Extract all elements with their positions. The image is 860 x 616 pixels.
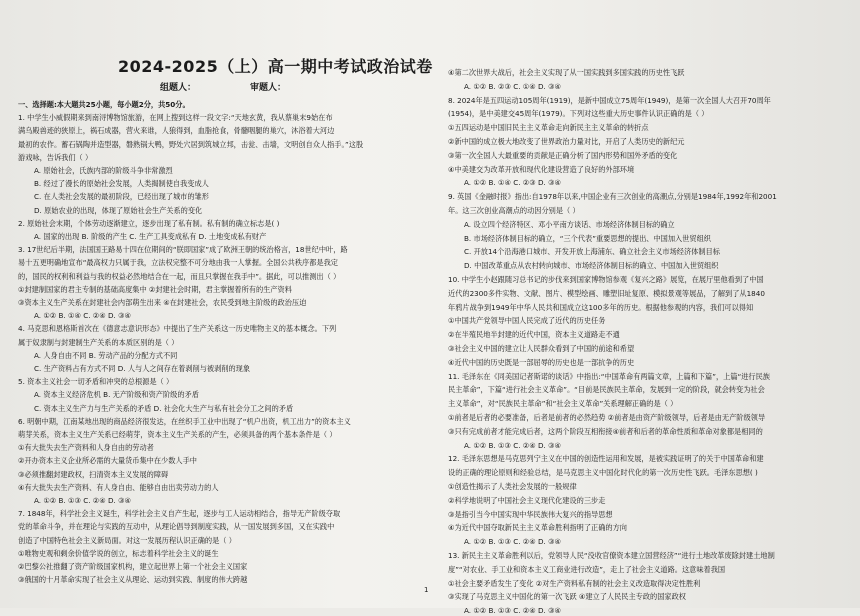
right-text-line: ③实现了马克思主义中国化的第一次飞跃 ④建立了人民民主专政的国家政权 [448,592,686,602]
right-text-line: 10. 中学生小赵跟随习总书记的步伐来到国家博物馆参观《复兴之路》展览，在展厅里他看到了中国 [448,275,764,284]
left-text-line: 1. 中学生小威假期来到南浔博物馆旅游，在网上搜到这样一段文字:“天地玄黄，我从蔡巢末9始在布 [18,113,333,123]
right-text-line: ④第二次世界大战后，社会主义实现了从一国实践到多国实践的历史性飞跃 [448,68,685,77]
right-text-line: A. ①② B. ②③ C. ①④ D. ③④ [464,81,561,91]
left-text-line: 的，国民的权利和利益与我的权益必然地结合在一起，而且只掌握在我手中”。据此，可以推测出（ ） [18,271,341,281]
left-column [10,0,433,608]
right-text-line: ③是指引当今中国实现中华民族伟大复兴的指导思想 [448,509,613,519]
left-text-line: ③资本主义生产关系在封建社会内部萌生出来 ④在封建社会，农民受到地主阶级的政治压迫 [18,298,307,307]
left-text-line: A. 人身自由不同 B. 劳动产品的分配方式不同 [34,350,178,360]
right-text-line: B. 市场经济体制目标的确立，“三个代表”重要思想的提出、中国加入世贸组织 [464,233,711,243]
right-text-line: ④中美建交为改革开放和现代化建设营造了良好的外部环境 [448,164,635,174]
right-text-line: 近代的2300多件实物、文献、图片、模型绘画、雕塑旧址复原、模拟景观等展品，了解到了从1840 [448,288,765,298]
right-text-line: ①创造性揭示了人类社会发展的一般规律 [448,482,577,491]
left-text-line: A. ①② B. ①③ C. ②④ D. ③④ [34,496,131,505]
right-text-line: ③社会主义中国的建立让人民群众看到了中国的前途和希望 [448,344,635,353]
left-text-line: B. 经过了漫长的原始社会发展，人类揭制使自我变成人 [34,179,209,189]
left-text-line: 易十五更明确地宣布“最高权力只属于我，立法权完整不可分地由我一人掌握。全国公共秩序都是我定 [18,258,338,268]
right-text-line: ③只有完成前者才能完成后者，这两个阶段互相衔接④前者和后者的革命性质和革命对象都是相同的 [448,426,763,436]
right-text-line: C. 开放14个沿海港口城市、开发开放上海浦东、确立社会主义市场经济体制目标 [464,247,720,257]
right-text-line: 度”“对农业、手工业和资本主义工商业进行改造”，走上了社会主义道路。这意味着我国 [448,564,726,574]
right-text-line: ④近代中国的历史既是一部屈辱的历史也是一部抗争的历史 [448,357,635,367]
right-text-line: 年。这三次创业高潮点的动因分别是（ ） [448,206,580,215]
left-text-line: 最初的农作。蓄石锅陶并造型器，磐熟锅大鸭，野处穴居到筑城立邦，击瓮、击墙，文明创自众人指手。”这股 [18,139,364,149]
left-text-line: ③俄国的十月革命实现了社会主义从理论、运动到实践、制度的伟大跨越 [18,575,248,585]
left-text-line: ②开办资本主义企业所必需的大量货币集中在少数人手中 [18,456,197,466]
right-text-line: A. 设立四个经济特区、邓小平南方谈话、市场经济体制目标的确立 [464,219,675,229]
left-text-line: ③必须推翻封建政权，扫清资本主义发展的障碍 [18,469,169,479]
left-text-line: C. 生产资料占有方式不同 D. 人与人之间存在着剥削与被剥削的现象 [34,364,251,373]
right-text-line: ③第一次全国人大最重要的贡献是正确分析了国内形势和国外矛盾的变化 [448,150,678,160]
right-text-line: A. ①② B. ①④ C. ②③ D. ③④ [464,178,561,188]
left-text-line: A. 国家的出现 B. 阶级的产生 C. 生产工具变成私有 D. 土地变成私有财产 [34,232,267,241]
right-text-line: D. 中国改革重点从农村转向城市、市场经济体制目标的确立、中国加入世贸组织 [464,261,719,271]
left-text-line: ①唯物史观和剩余价值学说的创立，标志着科学社会主义的诞生 [18,548,219,558]
right-text-line: ②在半殖民地半封建的近代中国，资本主义道路走不通 [448,330,620,340]
left-text-line: 党的革命斗争，并在理论与实践的互动中，从理论倡导到制度实践，从一国发展到多国，又在实践中 [18,522,335,532]
left-text-line: 7. 1848年，科学社会主义诞生，科学社会主义自产生起，逐步与工人运动相结合，指导无产阶级夺取 [18,509,341,519]
left-text-line: 满乌殿兽迹的狭原上，祸石成器，营火来谁，人狼得到，血脂抢食，骨髓咽腿的巢穴，沐浴着大河边 [18,126,335,136]
left-text-line: C. 资本主义生产力与生产关系的矛盾 D. 社会化大生产与私有社会分工之间的矛盾 [34,403,294,413]
left-text-line: ④有大批失去生产资料、有人身自由、能够自由出卖劳动力的人 [18,482,219,492]
right-text-line: ①社会主要矛盾发生了变化 ②对生产资料私有制的社会主义改造取得决定性胜利 [448,578,701,588]
left-text-line: C. 在人类社会发展的最初阶段，已经出现了城市的雏形 [34,192,209,202]
right-text-line: 8. 2024年是五四运动105周年(1919)，是新中国成立75周年(1949)，是第一次全国人大召开70周年 [448,95,771,105]
right-text-line: 设的正确的理论原则和经验总结，是马克思主义中国化时代化的第一次历史性飞跃。毛泽东思想( ) [448,468,758,478]
right-text-line: 年鸦片战争到1949年中华人民共和国成立这100多年的历史。根据他参观的内容，我们可以得知 [448,302,754,312]
page-number: 1 [424,586,429,594]
left-text-line: 5. 资本主义社会一切矛盾和冲突的总根源是（ ） [18,377,174,387]
left-text-line: D. 原始农业的出现，体现了原始社会生产关系的变化 [34,205,203,215]
setter-label: 组题人： [160,83,197,93]
right-column [440,0,850,616]
right-text-line: (1954)，是中美建交45周年(1979)。下列对这些重大历史事件认识正确的是（ ） [448,109,709,119]
right-text-line: ④为近代中国夺取新民主主义革命胜利指明了正确的方向 [448,523,627,533]
left-text-line: ①有大批失去生产资料和人身自由的劳动者 [18,443,154,453]
right-text-line: ①五四运动是中国旧民主主义革命走向新民主主义革命的转折点 [448,123,649,133]
right-text-line: 主义革命”，对“民族民主革命”和“社会主义革命”关系理解正确的是（ ） [448,399,678,409]
left-text-line: 萌芽关系，资本主义生产关系已经萌芽，资本主义生产关系的产生，必须具备的两个基本条件是（ ） [18,430,337,439]
left-text-line: ②巴黎公社推翻了资产阶级国家机构，建立起世界上第一个社会主义国家 [18,562,248,571]
left-text-line: 创造了中国特色社会主义新局面。对这一发展历程认识正确的是（ ） [18,535,236,545]
left-text-line: 2. 原始社会末期，个体劳动逐渐建立，逐步出现了私有制。私有制的确立标志是( ) [18,218,280,228]
right-text-line: ①前者是后者的必要准备，后者是前者的必然趋势 ②前者是由资产阶级领导，后者是由无产阶级领导 [448,413,766,422]
left-text-line: 属于奴隶制与封建制生产关系的本质区别的是（ ） [18,337,179,347]
right-text-line: A. ①② B. ①③ C. ②④ D. ③④ [464,606,561,616]
right-text-line: 9. 英国《金融时报》指出:自1978年以来,中国企业有三次创业的高潮点,分别是1984年,1992年和2001 [448,192,777,202]
left-text-line: 3. 17世纪后半期，法国国王路易十四在位期间的“朕即国家”成了欧洲王朝的统治格言，18世纪中叶，路 [18,245,348,255]
left-text-line: A. ①② B. ①④ C. ②④ D. ③④ [34,311,131,321]
right-text-line: ①中国共产党领导中国人民完成了近代的历史任务 [448,316,606,326]
right-text-line: 12. 毛泽东思想是马克思列宁主义在中国的创造性运用和发展，是被实践证明了的关于中国革命和建 [448,454,764,464]
exam-title: 2024-2025（上）高一期中考试政治试卷 [118,57,433,76]
right-text-line: 13. 新民主主义革命胜利以后，党领导人民“没收官僚资本建立国营经济”“进行土地改革废除封建土地制 [448,551,775,560]
left-text-line: 6. 明朝中期，江南某地出现的商品经济很发达，在丝织手工业中出现了“机户出资，机工出力”的资本主义 [18,416,351,426]
left-text-line: ①封建制国家的君主专制的基础高度集中 ②封建社会时期，君主掌握着所有的生产资料 [18,284,292,294]
right-text-line: A. ①② B. ①③ C. ②④ D. ③④ [464,440,561,450]
left-text-line: 4. 马克思和恩格斯首次在《德意志意识形态》中提出了生产关系这一历史唯物主义的基本概念。下列 [18,324,337,334]
left-text-line: 游戏咏，告诉我们（ ） [18,152,93,162]
right-text-line: ②新中国的成立极大地改变了世界政治力量对比，开启了人类历史的新纪元 [448,137,685,146]
left-text-line: A. 原始社会，氏族内部的阶级斗争非常激烈 [34,166,173,175]
right-text-line: ②科学地说明了中国社会主义现代化建设的三步走 [448,495,606,505]
left-text-line: A. 资本主义经济危机 B. 无产阶级和资产阶级的矛盾 [34,390,199,400]
left-text-line: 一、选择题:本大题共25小题，每小题2分，共50分。 [18,100,190,109]
reviewer-label: 审题人： [250,83,287,93]
right-text-line: 民主革命”，下篇“进行社会主义革命”。“目前是民族民主革命，发展到一定的阶段，就会转变为社会 [448,385,765,395]
right-text-line: A. ①② B. ①③ C. ②④ D. ③④ [464,537,561,547]
right-text-line: 11. 毛泽东在《同美国记者斯诺的谈话》中指出:“中国革命有两篇文章，上篇和下篇”，上篇“进行民族 [448,371,770,381]
